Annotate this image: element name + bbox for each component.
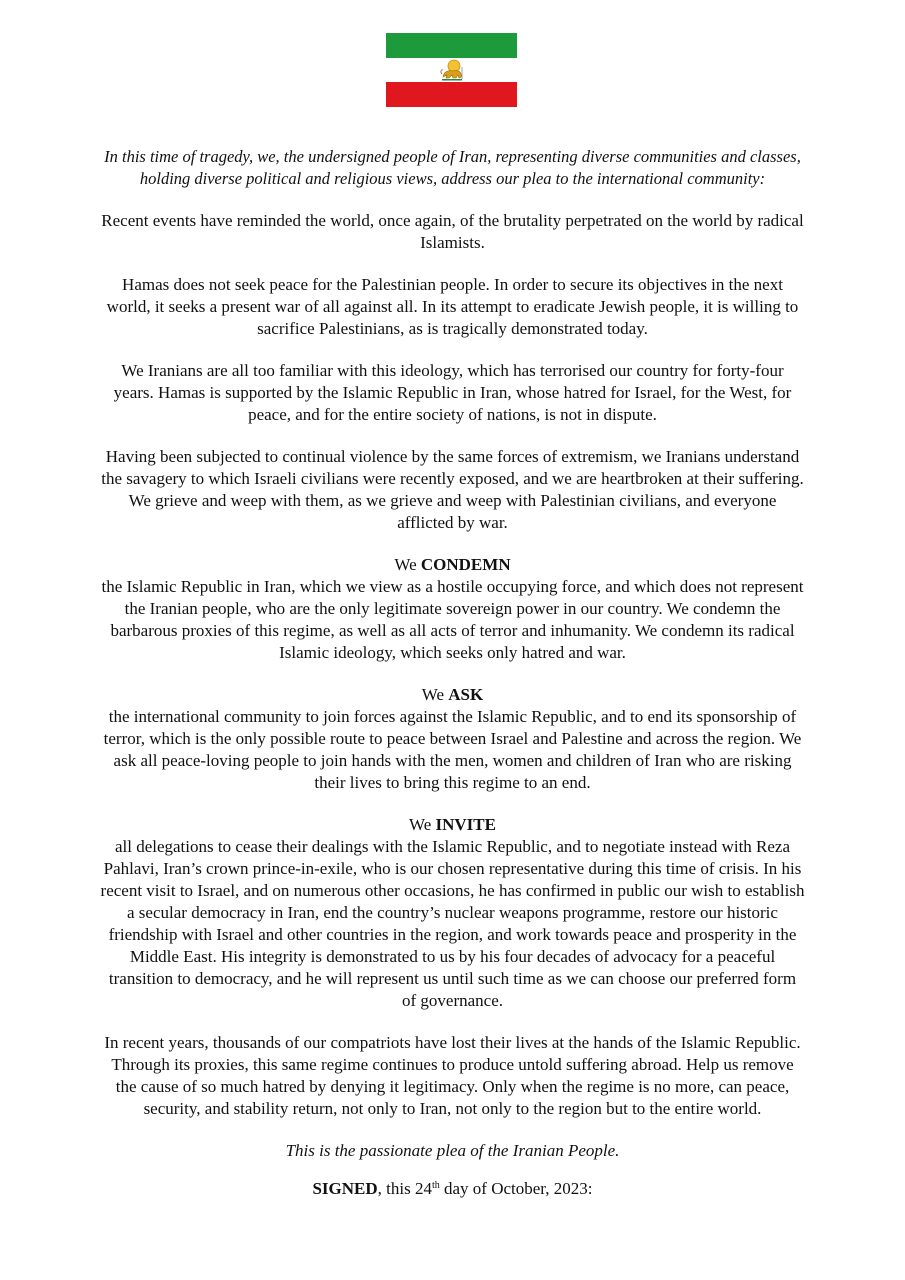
paragraph-4: Having been subjected to continual violence by the same forces of extremism, we Iranians understand the savagery to which Israeli civilians were recently exposed, and we are heartbroken at their suffering. We grieve and weep with them, as we grieve and weep with Palestinian civilians, and everyone afflicted by war. [101,447,804,532]
section-prefix: We [421,685,444,704]
closing-line: This is the passionate plea of the Iranian People. [285,1141,620,1160]
signed-date-prefix: , this 24 [377,1179,432,1198]
signed-ordinal: th [431,1180,440,1191]
signed-keyword: SIGNED [312,1179,378,1198]
intro-paragraph: In this time of tragedy, we, the undersigned people of Iran, representing diverse communities and classes, holding diverse political and religious views, address our plea to the international community: [104,147,801,188]
paragraph-3: We Iranians are all too familiar with this ideology, which has terrorised our country for forty-four years. Hamas is supported by the Islamic Republic in Iran, whose hatred for Israel, for the West, for peace, and for the entire society of nations, is not in dispute. [113,361,792,424]
signature-line [100,1178,805,1200]
signed-date-suffix: day of October, 2023: [439,1179,593,1198]
section-heading-ask [100,684,805,706]
section-text-condemn: the Islamic Republic in Iran, which we view as a hostile occupying force, and which does not represent the Iranian people, who are the only legitimate sovereign power in our country. We condemn the barbarous proxies of this regime, as well as all acts of terror and inhumanity. We condemn its radical Islamic ideology, which seeks only hatred and war. [101,577,804,662]
iran-flag [386,33,517,107]
section-text-ask: the international community to join forces against the Islamic Republic, and to end its sponsorship of terror, which is the only possible route to peace between Israel and Palestine and across the region. We ask all peace-loving people to join hands with the men, women and children of Iran who are risking their lives to bring this regime to an end. [103,707,802,792]
lion-and-sun-emblem-icon [438,58,466,82]
final-paragraph: In recent years, thousands of our compatriots have lost their lives at the hands of the Islamic Republic. Through its proxies, this same regime continues to produce untold suffering abroad. Help us remove the cause of so much hatred by denying it legitimacy. Only when the regime is no more, can peace, security, and stability return, not only to Iran, not only to the region but to the entire world. [104,1033,801,1118]
flag-green-band [386,33,517,58]
letter-body [100,146,805,1200]
section-keyword: CONDEMN [420,555,511,574]
section-keyword: INVITE [435,815,496,834]
flag-red-band [386,82,517,107]
paragraph-2: Hamas does not seek peace for the Palestinian people. In order to secure its objectives in the next world, it seeks a present war of all against all. In its attempt to eradicate Jewish people, it is willing to sacrifice Palestinians, as is tragically demonstrated today. [106,275,799,338]
section-heading-condemn [100,554,805,576]
flag-white-band [386,58,517,83]
section-text-invite: all delegations to cease their dealings with the Islamic Republic, and to negotiate instead with Reza Pahlavi, Iran’s crown prince-in-exile, who is our chosen representative during this time of crisis. In his recent visit to Israel, and on numerous other occasions, he has confirmed in public our wish to establish a secular democracy in Iran, end the country’s nuclear weapons programme, restore our historic friendship with Israel and other countries in the region, and work towards peace and prosperity in the Middle East. His integrity is demonstrated to us by his four decades of advocacy for a peaceful transition to democracy, and he will represent us until such time as we can choose our preferred form of governance. [100,837,805,1010]
section-prefix: We [409,815,432,834]
section-prefix: We [394,555,417,574]
section-heading-invite [100,814,805,836]
section-keyword: ASK [448,685,484,704]
paragraph-1: Recent events have reminded the world, once again, of the brutality perpetrated on the world by radical Islamists. [101,211,804,252]
